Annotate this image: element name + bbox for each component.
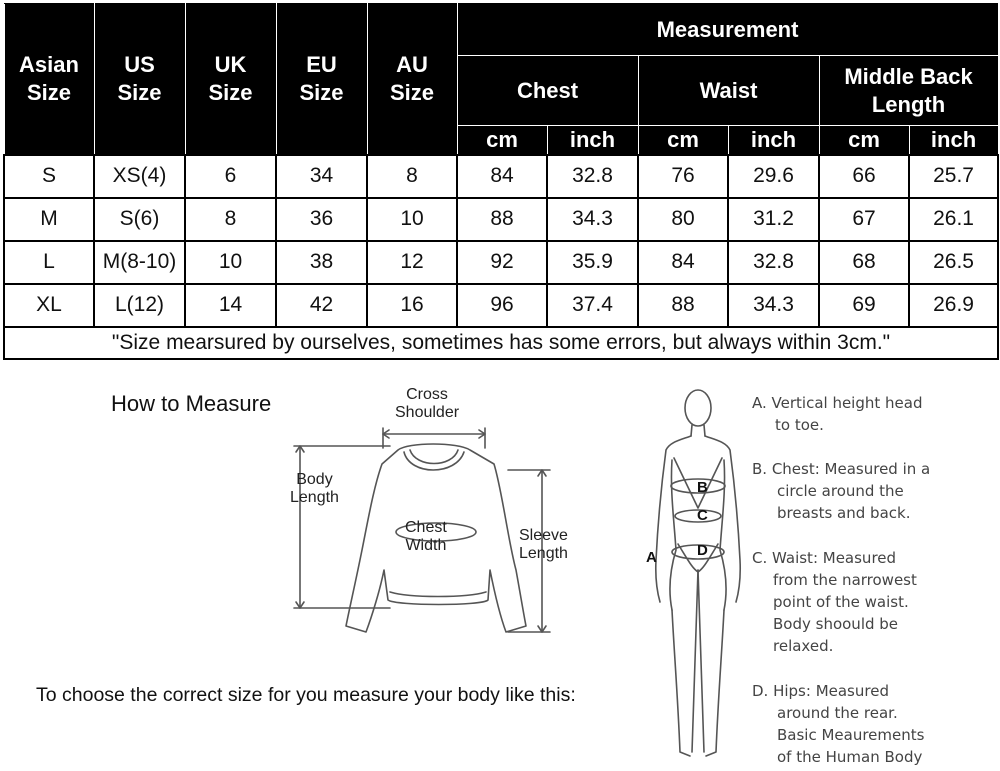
table-cell: 32.8 — [728, 241, 819, 284]
table-cell: 84 — [457, 155, 547, 198]
table-cell: 37.4 — [547, 284, 638, 327]
table-cell: 66 — [819, 155, 909, 198]
table-cell: 76 — [638, 155, 728, 198]
table-cell: 80 — [638, 198, 728, 241]
table-cell: S — [4, 155, 94, 198]
table-cell: S(6) — [94, 198, 185, 241]
header-unit-5: inch — [909, 126, 998, 155]
table-cell: 6 — [185, 155, 276, 198]
table-cell: 38 — [276, 241, 367, 284]
table-cell: 10 — [367, 198, 457, 241]
sleeve-length-label: Sleeve Length — [519, 527, 568, 562]
table-cell: 96 — [457, 284, 547, 327]
table-cell: 88 — [638, 284, 728, 327]
description-d: D. Hips: Measured around the rear. Basic Meaurements of the Human Body — [752, 682, 925, 766]
label-c: C — [697, 507, 708, 524]
table-cell: 34.3 — [728, 284, 819, 327]
table-cell: 31.2 — [728, 198, 819, 241]
table-cell: L — [4, 241, 94, 284]
header-unit-3: inch — [728, 126, 819, 155]
header-waist: Waist — [638, 56, 819, 126]
note-row — [4, 327, 998, 359]
table-cell: 8 — [185, 198, 276, 241]
table-cell: 25.7 — [909, 155, 998, 198]
table-cell: 84 — [638, 241, 728, 284]
table-cell: 42 — [276, 284, 367, 327]
table-cell: 26.5 — [909, 241, 998, 284]
table-cell: M — [4, 198, 94, 241]
table-row — [4, 155, 998, 198]
label-d: D — [697, 542, 708, 559]
measurement-note: "Size mearsured by ourselves, sometimes has some errors, but always within 3cm." — [4, 327, 998, 359]
choose-size-instruction: To choose the correct size for you measure your body like this: — [36, 684, 576, 706]
header-unit-4: cm — [819, 126, 909, 155]
header-back-length: Middle Back Length — [819, 56, 998, 126]
table-cell: 68 — [819, 241, 909, 284]
header-us-size: US Size — [94, 4, 185, 155]
description-a: A. Vertical height head to toe. — [752, 394, 923, 434]
table-cell: 36 — [276, 198, 367, 241]
header-eu-size: EU Size — [276, 4, 367, 155]
table-cell: 29.6 — [728, 155, 819, 198]
table-cell: 12 — [367, 241, 457, 284]
label-b: B — [697, 479, 708, 496]
body-length-label: Body Length — [290, 471, 339, 506]
header-unit-1: inch — [547, 126, 638, 155]
table-cell: M(8-10) — [94, 241, 185, 284]
table-cell: L(12) — [94, 284, 185, 327]
table-cell: 16 — [367, 284, 457, 327]
header-uk-size: UK Size — [185, 4, 276, 155]
table-cell: 92 — [457, 241, 547, 284]
table-cell: XS(4) — [94, 155, 185, 198]
table-cell: 67 — [819, 198, 909, 241]
label-a: A — [646, 549, 657, 566]
table-row — [4, 198, 998, 241]
table-cell: 10 — [185, 241, 276, 284]
table-cell: 8 — [367, 155, 457, 198]
table-cell: 88 — [457, 198, 547, 241]
table-cell: 34 — [276, 155, 367, 198]
chest-width-label: Chest Width — [405, 519, 447, 554]
header-unit-2: cm — [638, 126, 728, 155]
size-chart-table — [3, 3, 999, 360]
table-cell: 32.8 — [547, 155, 638, 198]
table-row — [4, 241, 998, 284]
table-row — [4, 284, 998, 327]
how-to-measure-title: How to Measure — [111, 391, 272, 416]
body-figure-illustration — [640, 380, 750, 770]
header-unit-0: cm — [457, 126, 547, 155]
description-c: C. Waist: Measured from the narrowest point of the waist. Body shoould be relaxed. — [752, 549, 917, 655]
header-au-size: AU Size — [367, 4, 457, 155]
table-cell: 14 — [185, 284, 276, 327]
cross-shoulder-label: Cross Shoulder — [395, 386, 460, 421]
table-cell: 26.1 — [909, 198, 998, 241]
table-cell: 34.3 — [547, 198, 638, 241]
table-cell: 35.9 — [547, 241, 638, 284]
table-cell: 69 — [819, 284, 909, 327]
table-cell: XL — [4, 284, 94, 327]
header-measurement: Measurement — [457, 4, 998, 56]
header-chest: Chest — [457, 56, 638, 126]
table-cell: 26.9 — [909, 284, 998, 327]
description-b: B. Chest: Measured in a circle around the breasts and back. — [752, 460, 931, 522]
header-asian-size: Asian Size — [4, 4, 94, 155]
